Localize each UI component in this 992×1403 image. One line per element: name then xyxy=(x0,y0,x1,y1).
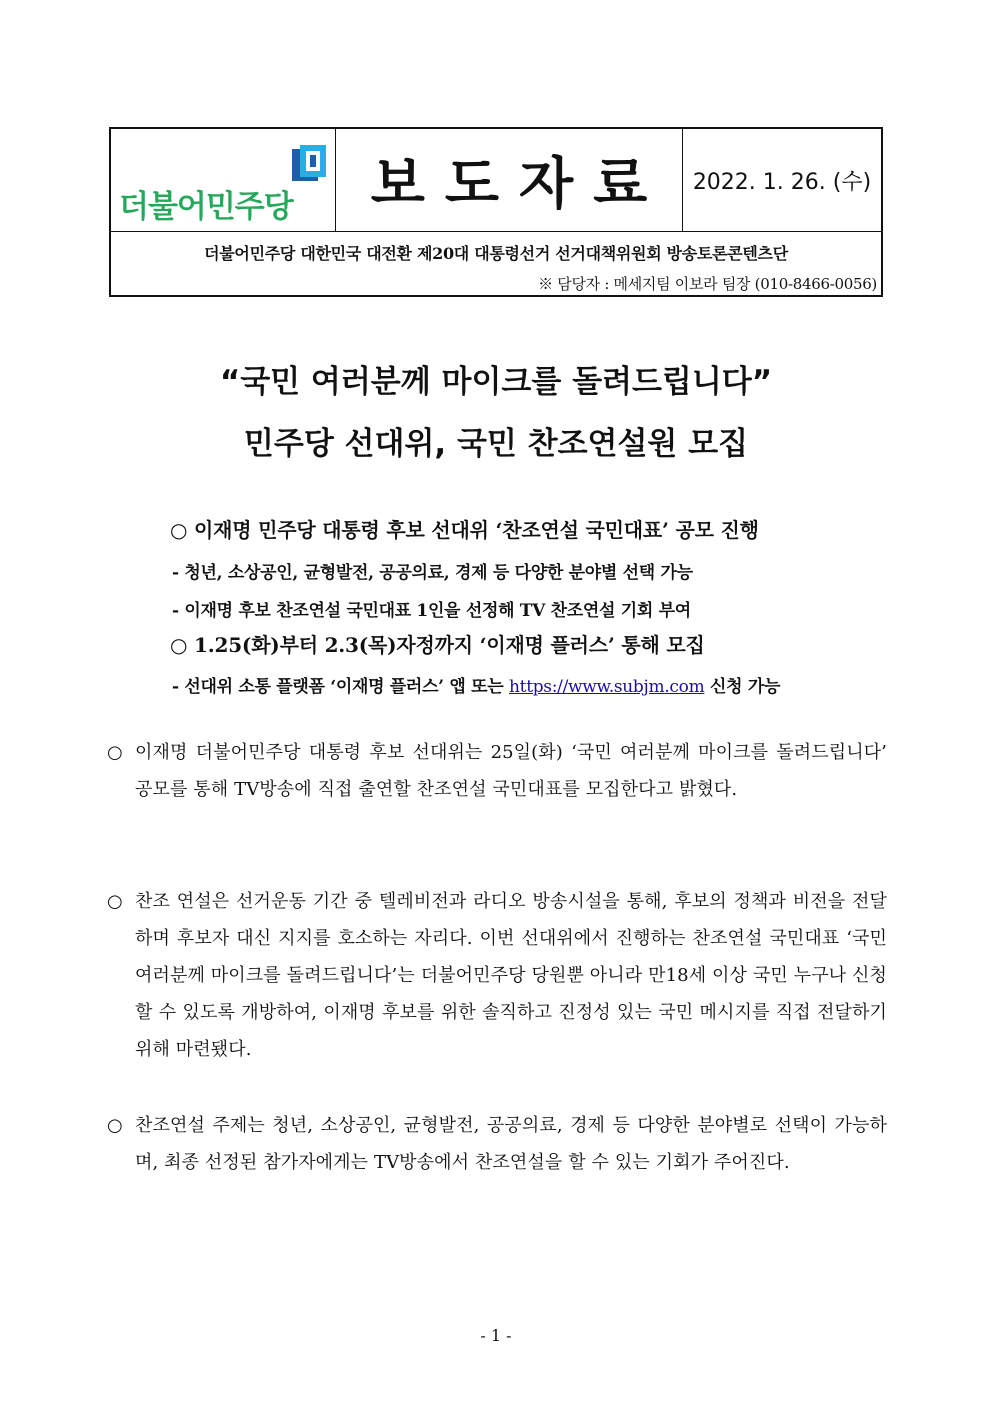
party-logo-text: 더불어민주당 xyxy=(119,189,293,225)
date-cell xyxy=(683,129,881,231)
paragraph-text: 찬조연설 주제는 청년, 소상공인, 균형발전, 공공의료, 경제 등 다양한 분야별로 선택이 가능하며, 최종 선정된 참가자에게는 TV방송에서 찬조연설을 할 수 있는 기회가 주어진다. xyxy=(135,1115,887,1173)
summary-sub-2-prefix: - 선대위 소통 플랫폼 ‘이재명 플러스’ 앱 또는 xyxy=(172,677,510,697)
doc-type-title: 보도자료 xyxy=(370,152,668,217)
summary-sub-1a: - 청년, 소상공인, 균형발전, 공공의료, 경제 등 다양한 분야별 선택 가능 xyxy=(172,563,693,583)
summary-item-2: ○ 1.25(화)부터 2.3(목)자정까지 ‘이재명 플러스’ 통해 모집 xyxy=(170,633,705,657)
paragraph-bullet: ○ xyxy=(107,891,123,912)
body-paragraph-2 xyxy=(107,883,887,1068)
summary-sub-1b: - 이재명 후보 찬조연설 국민대표 1인을 선정해 TV 찬조연설 기회 부여 xyxy=(172,601,691,621)
headline-sub: 민주당 선대위, 국민 찬조연설원 모집 xyxy=(243,426,749,462)
signup-link[interactable]: https://www.subjm.com xyxy=(509,677,705,697)
paragraph-bullet: ○ xyxy=(107,1115,123,1136)
doc-type-cell xyxy=(336,129,683,231)
press-release-header xyxy=(109,127,883,297)
body-paragraph-1 xyxy=(107,734,887,808)
organization-name: 더불어민주당 대한민국 대전환 제20대 대통령선거 선거대책위원회 방송토론콘텐츠단 xyxy=(204,244,788,263)
summary-sub-2-suffix: 신청 가능 xyxy=(704,677,781,697)
summary-item-1: ○ 이재명 민주당 대통령 후보 선대위 ‘찬조연설 국민대표’ 공모 진행 xyxy=(170,518,759,542)
header-top-row xyxy=(111,129,881,232)
headline-main: “국민 여러분께 마이크를 돌려드립니다” xyxy=(219,364,773,400)
contact-info: ※ 담당자 : 메세지팀 이보라 팀장 (010-8466-0056) xyxy=(538,275,877,293)
summary-sub-2 xyxy=(172,672,780,697)
party-logo-icon xyxy=(292,145,326,183)
body-paragraph-3 xyxy=(107,1107,887,1181)
page-number: - 1 - xyxy=(480,1326,512,1345)
paragraph-text: 찬조 연설은 선거운동 기간 중 텔레비전과 라디오 방송시설을 통해, 후보의 정책과 비전을 전달하며 후보자 대신 지지를 호소하는 자리다. 이번 선대위에서 진행하는 찬조연설 국민대표 ‘국민 여러분께 마이크를 돌려드립니다’는 더불어민주당 당원뿐 아니라 만18세 이상 국민 누구나 신청할 수 있도록 개방하여, 이재명 후보를 위한 솔직하고 진정성 있는 국민 메시지를 직접 전달하기 위해 마련됐다. xyxy=(135,891,887,1060)
header-bottom-row xyxy=(111,232,881,298)
logo-cell xyxy=(111,129,336,231)
release-date: 2022. 1. 26. (수) xyxy=(692,169,872,195)
paragraph-text: 이재명 더불어민주당 대통령 후보 선대위는 25일(화) ‘국민 여러분께 마이크를 돌려드립니다’ 공모를 통해 TV방송에 직접 출연할 찬조연설 국민대표를 모집한다고 밝혔다. xyxy=(135,742,887,800)
paragraph-bullet: ○ xyxy=(107,742,123,763)
